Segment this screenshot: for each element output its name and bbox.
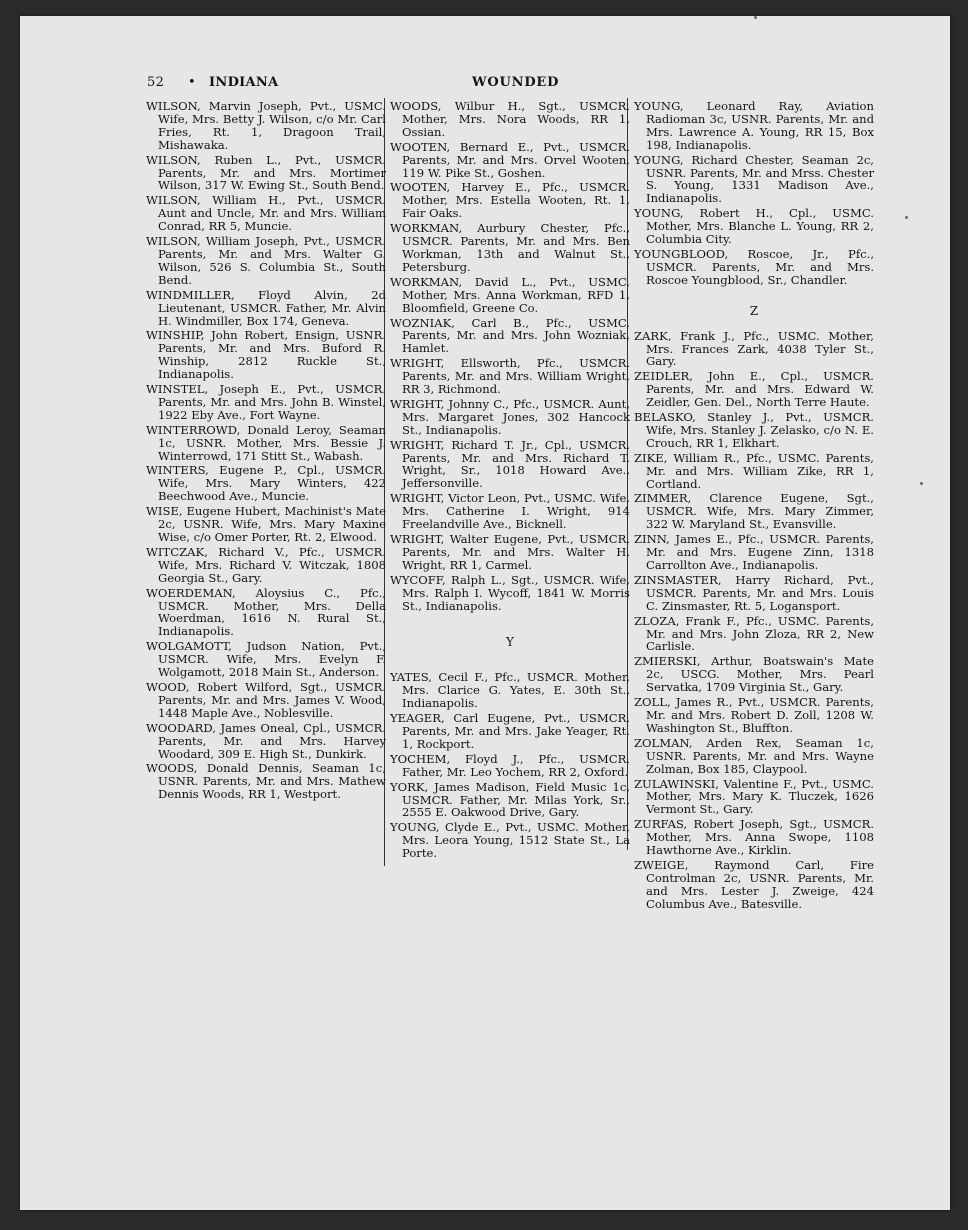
casualty-entry: WOLGAMOTT, Judson Nation, Pvt., USMCR. Wife, Mrs. Evelyn F. Wolgamott, 2018 Main St., Anderson. bbox=[146, 639, 386, 680]
casualty-entry: ZINN, James E., Pfc., USMCR. Parents, Mr. and Mrs. Eugene Zinn, 1318 Carrollton Ave., Indianapolis. bbox=[634, 532, 874, 572]
casualty-entry: WILSON, Marvin Joseph, Pvt., USMC. Wife, Mrs. Betty J. Wilson, c/o Mr. Carl Fries, Rt. 1, Dragoon Trail, Mishawaka. bbox=[146, 99, 386, 152]
casualty-entry: YOUNGBLOOD, Roscoe, Jr., Pfc., USMCR. Parents, Mr. and Mrs. Roscoe Youngblood, Sr., Chandler. bbox=[634, 246, 874, 287]
casualty-entry: WOZNIAK, Carl B., Pfc., USMC. Parents, Mr. and Mrs. John Wozniak, Hamlet. bbox=[390, 315, 630, 356]
document-page bbox=[20, 16, 950, 1210]
casualty-entry: WRIGHT, Richard T. Jr., Cpl., USMCR. Parents, Mr. and Mrs. Richard T. Wright, Sr., 1018 Howard Ave., Jeffersonville. bbox=[390, 437, 630, 491]
casualty-entry: ZOLL, James R., Pvt., USMCR. Parents, Mr. and Mrs. Robert D. Zoll, 1208 W. Washington St., Bluffton. bbox=[634, 695, 874, 735]
page-number: 52 bbox=[147, 75, 165, 90]
casualty-entry: WRIGHT, Victor Leon, Pvt., USMC. Wife, Mrs. Catherine I. Wright, 914 Freelandville Ave., Bicknell. bbox=[390, 491, 630, 532]
casualty-entry: ZIKE, William R., Pfc., USMC. Parents, Mr. and Mrs. William Zike, RR 1, Cortland. bbox=[634, 450, 874, 491]
page-header bbox=[147, 75, 887, 93]
casualty-entry: ZMIERSKI, Arthur, Boatswain's Mate 2c, USCG. Mother, Mrs. Pearl Servatka, 1709 Virginia St., Gary. bbox=[634, 654, 874, 695]
casualty-entry: YOUNG, Leonard Ray, Aviation Radioman 3c, USNR. Parents, Mr. and Mrs. Lawrence A. Young, RR 15, Box 198, Indianapolis. bbox=[634, 99, 874, 152]
casualty-entry: ZARK, Frank J., Pfc., USMC. Mother, Mrs. Frances Zark, 4038 Tyler St., Gary. bbox=[634, 328, 874, 369]
casualty-entry: WINTERS, Eugene P., Cpl., USMCR. Wife, Mrs. Mary Winters, 422 Beechwood Ave., Muncie. bbox=[146, 463, 386, 504]
casualty-entry: WILSON, Ruben L., Pvt., USMCR. Parents, Mr. and Mrs. Mortimer Wilson, 317 W. Ewing St., South Bend. bbox=[146, 152, 386, 193]
casualty-entry: ZLOZA, Frank F., Pfc., USMC. Parents, Mr. and Mrs. John Zloza, RR 2, New Carlisle. bbox=[634, 613, 874, 654]
speck bbox=[920, 482, 923, 485]
casualty-entry: WISE, Eugene Hubert, Machinist's Mate 2c, USNR. Wife, Mrs. Mary Maxine Wise, c/o Omer Porter, Rt. 2, Elwood. bbox=[146, 504, 386, 544]
casualty-entry: WINSTEL, Joseph E., Pvt., USMCR. Parents, Mr. and Mrs. John B. Winstel, 1922 Eby Ave., Fort Wayne. bbox=[146, 382, 386, 422]
casualty-entry: YOUNG, Robert H., Cpl., USMC. Mother, Mrs. Blanche L. Young, RR 2, Columbia City. bbox=[634, 206, 874, 247]
casualty-entry: WOODARD, James Oneal, Cpl., USMCR. Parents, Mr. and Mrs. Harvey Woodard, 309 E. High St., Dunkirk. bbox=[146, 720, 386, 761]
column-1 bbox=[146, 100, 386, 803]
casualty-entry: ZIMMER, Clarence Eugene, Sgt., USMCR. Wife, Mrs. Mary Zimmer, 322 W. Maryland St., Evansville. bbox=[634, 491, 874, 532]
casualty-entry: ZULAWINSKI, Valentine F., Pvt., USMC. Mother, Mrs. Mary K. Tluczek, 1626 Vermont St., Gary. bbox=[634, 776, 874, 817]
state-name: INDIANA bbox=[209, 75, 279, 90]
section-title: WOUNDED bbox=[472, 75, 560, 90]
casualty-entry: WINDMILLER, Floyd Alvin, 2d Lieutenant, USMCR. Father, Mr. Alvin H. Windmiller, Box 174, Geneva. bbox=[146, 287, 386, 328]
casualty-entry: WILSON, William Joseph, Pvt., USMCR. Parents, Mr. and Mrs. Walter G. Wilson, 526 S. Columbia St., South Bend. bbox=[146, 234, 386, 287]
casualty-entry: YATES, Cecil F., Pfc., USMCR. Mother, Mrs. Clarice G. Yates, E. 30th St., Indianapolis. bbox=[390, 670, 630, 711]
speck bbox=[754, 16, 757, 19]
header-bullet: • bbox=[188, 75, 196, 90]
casualty-entry: ZOLMAN, Arden Rex, Seaman 1c, USNR. Parents, Mr. and Mrs. Wayne Zolman, Box 185, Claypool. bbox=[634, 735, 874, 776]
casualty-entry: YOUNG, Clyde E., Pvt., USMC. Mother, Mrs. Leora Young, 1512 State St., La Porte. bbox=[390, 820, 630, 861]
casualty-entry: WOODS, Donald Dennis, Seaman 1c, USNR. Parents, Mr. and Mrs. Mathew Dennis Woods, RR 1, Westport. bbox=[146, 761, 386, 802]
casualty-entry: WOOTEN, Harvey E., Pfc., USMCR. Mother, Mrs. Estella Wooten, Rt. 1, Fair Oaks. bbox=[390, 180, 630, 221]
casualty-entry: WRIGHT, Johnny C., Pfc., USMCR. Aunt, Mrs. Margaret Jones, 302 Hancock St., Indianapolis. bbox=[390, 396, 630, 437]
casualty-entry: WYCOFF, Ralph L., Sgt., USMCR. Wife, Mrs. Ralph I. Wycoff, 1841 W. Morris St., Indianapolis. bbox=[390, 572, 630, 613]
letter-heading: Y bbox=[506, 635, 514, 650]
casualty-entry: WOOTEN, Bernard E., Pvt., USMCR. Parents, Mr. and Mrs. Orvel Wooten, 119 W. Pike St., Goshen. bbox=[390, 139, 630, 180]
column-3 bbox=[634, 100, 874, 913]
casualty-entry: YEAGER, Carl Eugene, Pvt., USMCR. Parents, Mr. and Mrs. Jake Yeager, Rt. 1, Rockport. bbox=[390, 711, 630, 751]
casualty-entry: YORK, James Madison, Field Music 1c, USMCR. Father, Mr. Milas York, Sr., 2555 E. Oakwood Drive, Gary. bbox=[390, 779, 630, 820]
casualty-entry: ZEIDLER, John E., Cpl., USMCR. Parents, Mr. and Mrs. Edward W. Zeidler, Gen. Del., North Terre Haute. bbox=[634, 369, 874, 410]
casualty-entry: WILSON, William H., Pvt., USMCR. Aunt and Uncle, Mr. and Mrs. William Conrad, RR 5, Muncie. bbox=[146, 193, 386, 234]
casualty-entry: WORKMAN, David L., Pvt., USMC. Mother, Mrs. Anna Workman, RFD 1, Bloomfield, Greene Co. bbox=[390, 274, 630, 315]
casualty-entry: ZURFAS, Robert Joseph, Sgt., USMCR. Mother, Mrs. Anna Swope, 1108 Hawthorne Ave., Kirklin. bbox=[634, 817, 874, 858]
letter-heading: Z bbox=[749, 303, 759, 318]
casualty-entry: WRIGHT, Walter Eugene, Pvt., USMCR. Parents, Mr. and Mrs. Walter H. Wright, RR 1, Carmel. bbox=[390, 532, 630, 572]
casualty-entry: ZWEIGE, Raymond Carl, Fire Controlman 2c, USNR. Parents, Mr. and Mrs. Lester J. Zweige, 424 Columbus Ave., Batesville. bbox=[634, 857, 874, 911]
speck bbox=[905, 216, 908, 219]
casualty-entry: BELASKO, Stanley J., Pvt., USMCR. Wife, Mrs. Stanley J. Zelasko, c/o N. E. Crouch, RR 1, Elkhart. bbox=[634, 410, 874, 450]
casualty-entry: WOODS, Wilbur H., Sgt., USMCR. Mother, Mrs. Nora Woods, RR 1, Ossian. bbox=[390, 99, 630, 139]
casualty-entry: WOERDEMAN, Aloysius C., Pfc., USMCR. Mother, Mrs. Della Woerdman, 1616 N. Rural St., Indianapolis. bbox=[146, 585, 386, 639]
column-2 bbox=[390, 100, 630, 862]
casualty-entry: WRIGHT, Ellsworth, Pfc., USMCR. Parents, Mr. and Mrs. William Wright, RR 3, Richmond. bbox=[390, 356, 630, 397]
casualty-entry: ZINSMASTER, Harry Richard, Pvt., USMCR. Parents, Mr. and Mrs. Louis C. Zinsmaster, Rt. 5, Logansport. bbox=[634, 572, 874, 613]
casualty-entry: WORKMAN, Aurbury Chester, Pfc., USMCR. Parents, Mr. and Mrs. Ben Workman, 13th and Walnut St., Petersburg. bbox=[390, 221, 630, 274]
casualty-entry: WOOD, Robert Wilford, Sgt., USMCR. Parents, Mr. and Mrs. James V. Wood, 1448 Maple Ave., Noblesville. bbox=[146, 679, 386, 720]
casualty-entry: WINTERROWD, Donald Leroy, Seaman 1c, USNR. Mother, Mrs. Bessie J. Winterrowd, 171 Stitt St., Wabash. bbox=[146, 422, 386, 463]
casualty-entry: YOUNG, Richard Chester, Seaman 2c, USNR. Parents, Mr. and Mrss. Chester S. Young, 1331 Madison Ave., Indianapolis. bbox=[634, 152, 874, 206]
casualty-entry: WITCZAK, Richard V., Pfc., USMCR. Wife, Mrs. Richard V. Witczak, 1808 Georgia St., Gary. bbox=[146, 544, 386, 585]
casualty-entry: YOCHEM, Floyd J., Pfc., USMCR. Father, Mr. Leo Yochem, RR 2, Oxford. bbox=[390, 751, 630, 779]
casualty-entry: WINSHIP, John Robert, Ensign, USNR. Parents, Mr. and Mrs. Buford R. Winship, 2812 Ruckle St., Indianapolis. bbox=[146, 328, 386, 382]
